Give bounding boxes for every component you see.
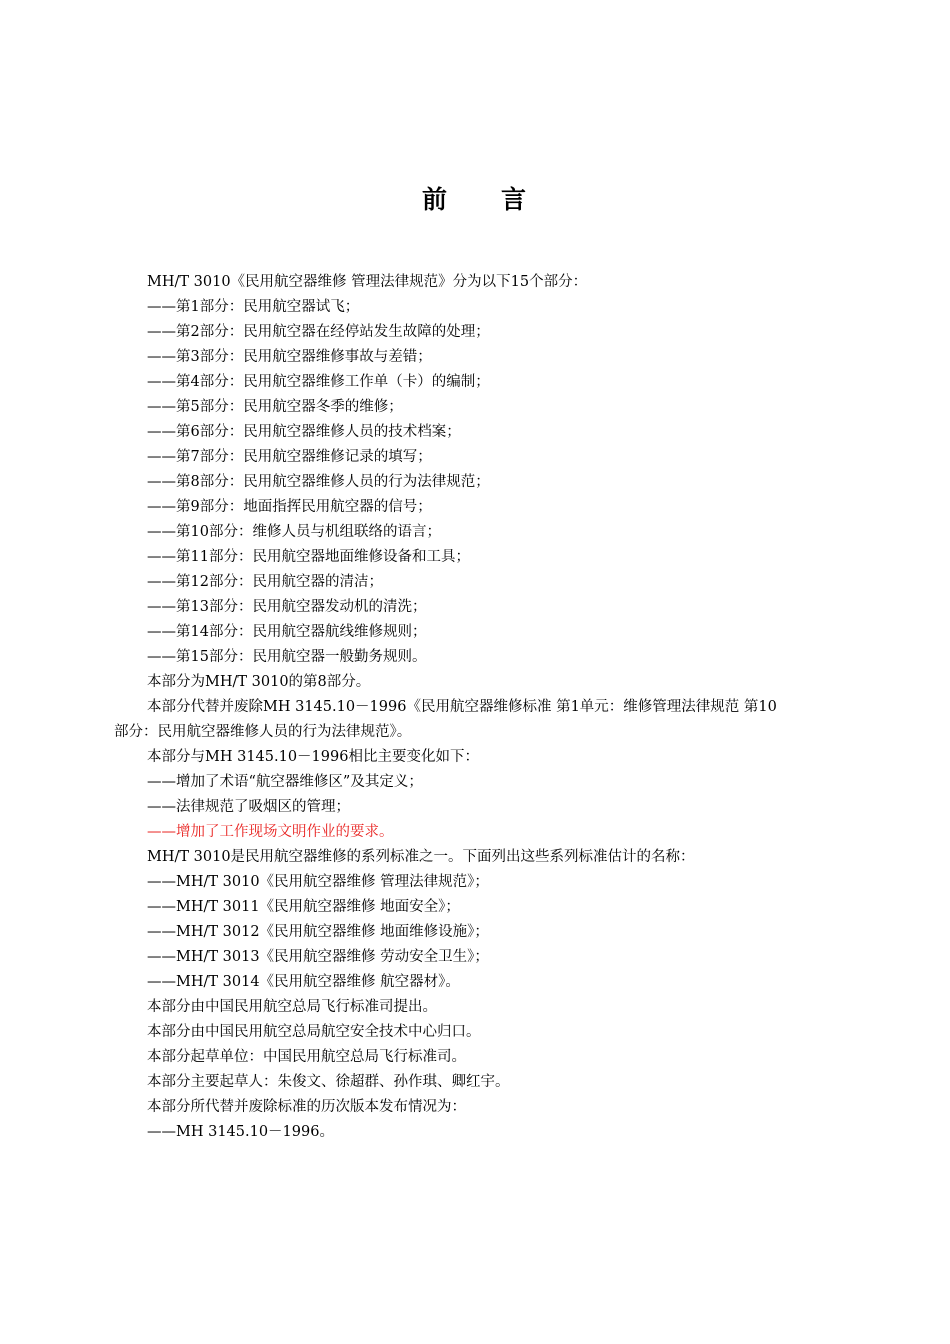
page-title: [0, 182, 950, 218]
text-line: ——MH/T 3010《民用航空器维修 管理法律规范》；: [147, 874, 489, 890]
text-line: ——第10部分：维修人员与机组联络的语言；: [147, 524, 441, 540]
text-line: ——第15部分：民用航空器一般勤务规则。: [147, 649, 427, 665]
text-line: ——第5部分：民用航空器冬季的维修；: [147, 399, 403, 415]
text-line: ——MH/T 3012《民用航空器维修 地面维修设施》；: [147, 924, 489, 940]
text-line: 本部分为MH/T 3010的第8部分。: [147, 674, 371, 690]
text-line: ——MH/T 3011《民用航空器维修 地面安全》；: [147, 899, 460, 915]
text-line: ——第2部分：民用航空器在经停站发生故障的处理；: [147, 324, 490, 340]
text-line: 本部分起草单位：中国民用航空总局飞行标准司。: [147, 1049, 466, 1065]
text-line: ——第13部分：民用航空器发动机的清洗；: [147, 599, 427, 615]
text-line: MH/T 3010是民用航空器维修的系列标准之一。下面列出这些系列标准估计的名称：: [147, 849, 695, 865]
text-line: MH/T 3010《民用航空器维修 管理法律规范》分为以下15个部分：: [147, 274, 588, 290]
text-line: ——增加了工作现场文明作业的要求。: [147, 824, 394, 840]
text-line: ——第7部分：民用航空器维修记录的填写；: [147, 449, 432, 465]
text-line: ——第6部分：民用航空器维修人员的技术档案；: [147, 424, 461, 440]
text-line: ——第1部分：民用航空器试飞；: [147, 299, 360, 315]
text-line: 本部分与MH 3145.10－1996相比主要变化如下：: [147, 749, 479, 765]
text-line: ——第9部分：地面指挥民用航空器的信号；: [147, 499, 432, 515]
text-line: ——第3部分：民用航空器维修事故与差错；: [147, 349, 432, 365]
text-line: ——第4部分：民用航空器维修工作单（卡）的编制；: [147, 374, 490, 390]
text-line: 本部分由中国民用航空总局航空安全技术中心归口。: [147, 1024, 481, 1040]
text-line: ——第11部分：民用航空器地面维修设备和工具；: [147, 549, 470, 565]
text-line: 部分：民用航空器维修人员的行为法律规范》。: [114, 724, 412, 740]
text-line: ——第14部分：民用航空器航线维修规则；: [147, 624, 427, 640]
foreword-body: [114, 270, 874, 1145]
text-line: 本部分所代替并废除标准的历次版本发布情况为：: [147, 1099, 466, 1115]
text-line: ——MH/T 3013《民用航空器维修 劳动安全卫生》；: [147, 949, 489, 965]
text-line: 本部分由中国民用航空总局飞行标准司提出。: [147, 999, 437, 1015]
text-line: ——增加了术语“航空器维修区”及其定义；: [147, 774, 423, 790]
text-line: 本部分主要起草人：朱俊文、徐超群、孙作琪、卿红宇。: [147, 1074, 510, 1090]
text-line: ——第8部分：民用航空器维修人员的行为法律规范；: [147, 474, 490, 490]
title-char-1: 前: [421, 185, 449, 214]
text-line: ——第12部分：民用航空器的清洁；: [147, 574, 383, 590]
title-char-2: 言: [501, 185, 529, 214]
text-line: ——法律规范了吸烟区的管理；: [147, 799, 350, 815]
text-line: ——MH 3145.10－1996。: [147, 1124, 334, 1140]
text-line: ——MH/T 3014《民用航空器维修 航空器材》。: [147, 974, 460, 990]
text-line: 本部分代替并废除MH 3145.10－1996《民用航空器维修标准 第1单元：维修管理法律规范 第10: [147, 699, 777, 715]
